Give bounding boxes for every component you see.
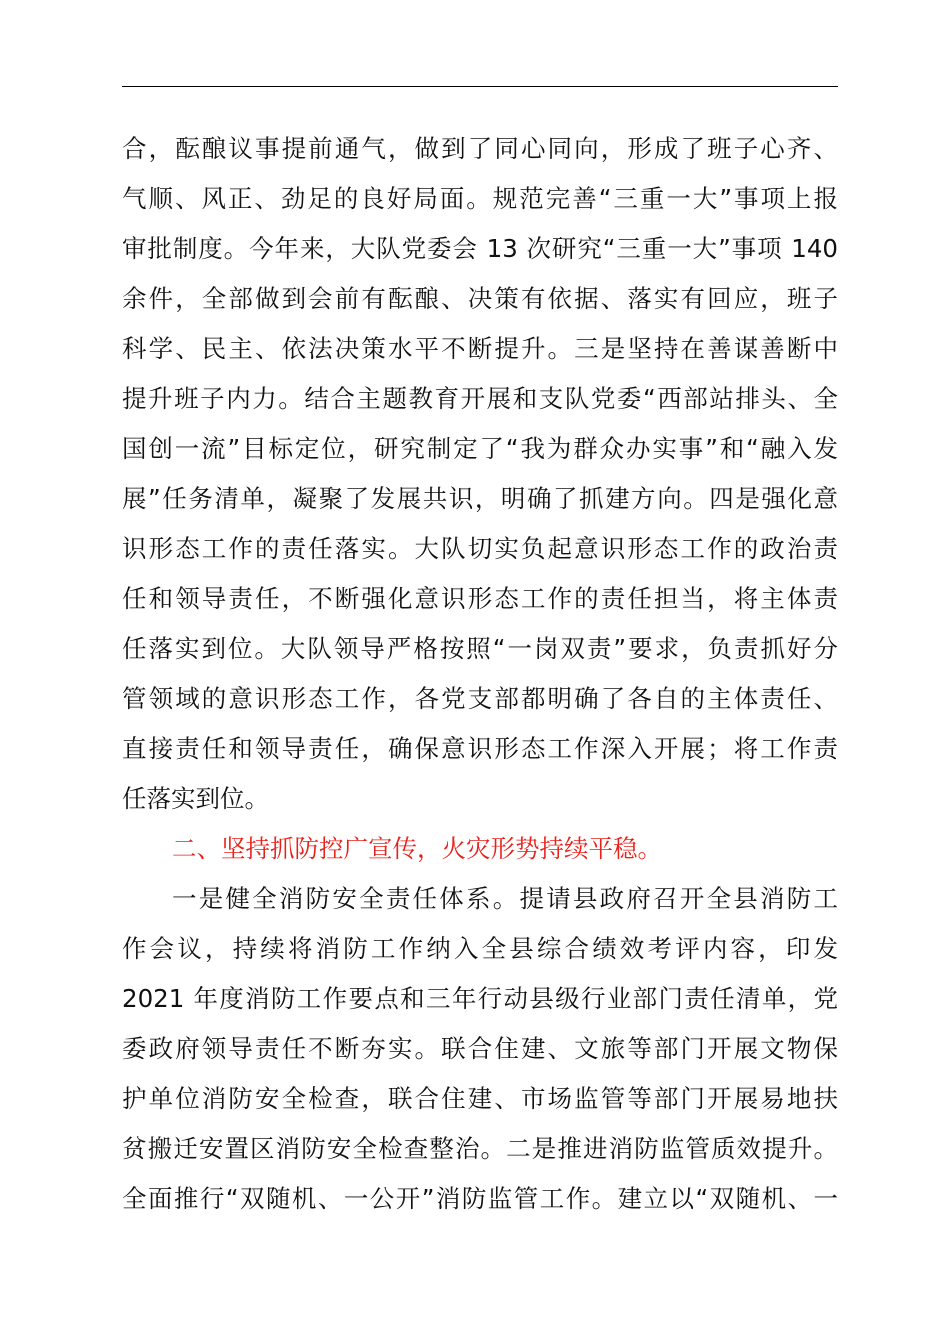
text-line: 合，酝酿议事提前通气，做到了同心同向，形成了班子心齐、: [122, 134, 838, 163]
text-line: 任落实到位。: [122, 784, 269, 813]
text-line: 任和领导责任，不断强化意识形态工作的责任担当，将主体责: [122, 584, 838, 613]
text-line: 审批制度。今年来，大队党委会 13 次研究“三重一大”事项 140: [122, 234, 838, 263]
text-line: 提升班子内力。结合主题教育开展和支队党委“西部站排头、全: [122, 384, 838, 413]
text-line: 贫搬迁安置区消防安全检查整治。二是推进消防监管质效提升。: [122, 1134, 838, 1163]
text-line: 识形态工作的责任落实。大队切实负起意识形态工作的政治责: [122, 534, 838, 563]
text-line: 气顺、风正、劲足的良好局面。规范完善“三重一大”事项上报: [122, 184, 838, 213]
text-line: 国创一流”目标定位，研究制定了“我为群众办实事”和“融入发: [122, 434, 838, 463]
text-line: 管领域的意识形态工作，各党支部都明确了各自的主体责任、: [122, 684, 838, 713]
text-line: 余件，全部做到会前有酝酿、决策有依据、落实有回应，班子: [122, 284, 838, 313]
text-line: 护单位消防安全检查，联合住建、市场监管等部门开展易地扶: [122, 1084, 838, 1113]
text-line: 一是健全消防安全责任体系。提请县政府召开全县消防工: [172, 884, 838, 913]
document-body: [122, 124, 838, 1224]
header-rule: [122, 86, 838, 87]
text-line: 作会议，持续将消防工作纳入全县综合绩效考评内容，印发: [122, 934, 838, 963]
text-line: 科学、民主、依法决策水平不断提升。三是坚持在善谋善断中: [122, 334, 838, 363]
text-line: 展”任务清单，凝聚了发展共识，明确了抓建方向。四是强化意: [122, 484, 838, 513]
text-line: 委政府领导责任不断夯实。联合住建、文旅等部门开展文物保: [122, 1034, 838, 1063]
text-line: 2021 年度消防工作要点和三年行动县级行业部门责任清单，党: [122, 984, 838, 1013]
text-line: 全面推行“双随机、一公开”消防监管工作。建立以“双随机、一: [122, 1184, 838, 1213]
text-line: 直接责任和领导责任，确保意识形态工作深入开展；将工作责: [122, 734, 838, 763]
section-heading: 二、坚持抓防控广宣传，火灾形势持续平稳。: [172, 834, 662, 863]
text-line: 任落实到位。大队领导严格按照“一岗双责”要求，负责抓好分: [122, 634, 838, 663]
